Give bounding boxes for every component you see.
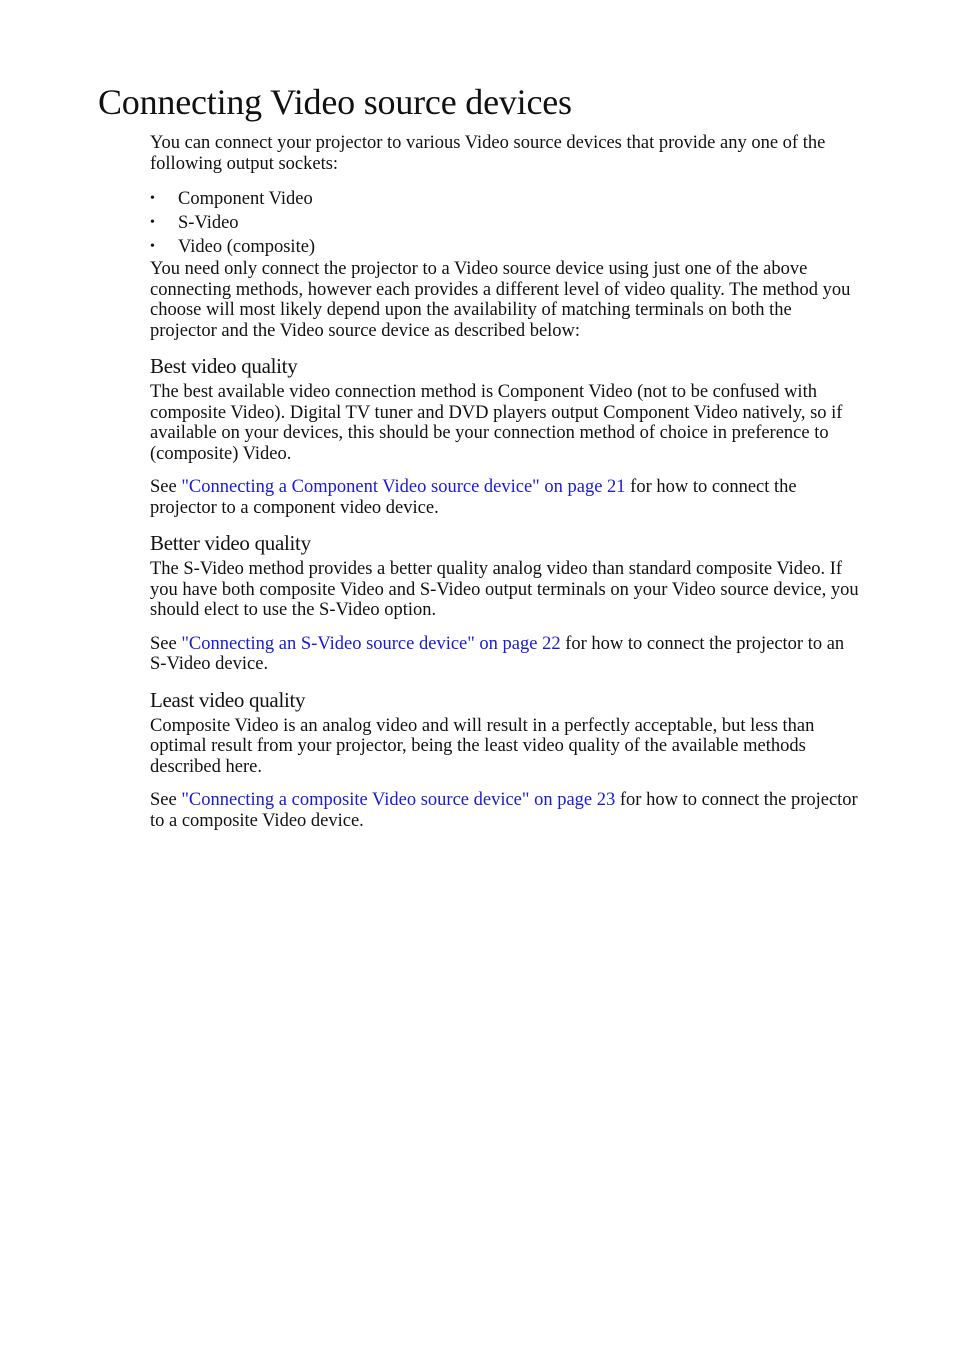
bullet-icon: • <box>150 215 155 230</box>
list-item-label: Component Video <box>178 189 313 209</box>
bullet-icon: • <box>150 191 155 206</box>
link-component-video[interactable]: "Connecting a Component Video source device" on page 21 <box>181 477 626 497</box>
section-heading-least: Least video quality <box>150 687 306 712</box>
see-reference-better <box>150 634 862 675</box>
list-item <box>150 235 862 259</box>
section-heading-best: Best video quality <box>150 354 298 378</box>
intro-paragraph: You can connect your projector to various Video source devices that provide any one of the following output sockets: <box>150 133 826 174</box>
section-heading-better: Better video quality <box>150 531 311 555</box>
section-body-least: Composite Video is an analog video and will result in a perfectly acceptable, but less than optimal result from your projector, being the least video quality of the available methods described here. <box>150 715 815 777</box>
bullet-icon: • <box>150 239 155 254</box>
section-body-better: The S-Video method provides a better quality analog video than standard composite Video. If you have both composite Video and S-Video output terminals on your Video source device, you should elect to use the S-Video option. <box>150 559 859 620</box>
list-item-label: S-Video <box>178 213 239 233</box>
see-prefix: See <box>150 633 182 654</box>
list-item <box>150 211 862 235</box>
explanation-paragraph: You need only connect the projector to a Video source device using just one of the above connecting methods, however each provides a different level of video quality. The method you choose will most likely depend upon the availability of matching terminals on both the projector and the Video source device as described below: <box>150 259 851 341</box>
see-suffix: for how to connect the projector to an S-Video device. <box>150 633 845 674</box>
output-socket-list <box>150 187 862 259</box>
see-prefix: See <box>150 477 182 497</box>
list-item <box>150 187 862 211</box>
see-reference-best <box>150 477 862 518</box>
see-suffix: for how to connect the projector to a component video device. <box>150 477 797 518</box>
content-body <box>150 133 862 831</box>
list-item-label: Video (composite) <box>178 237 316 257</box>
section-body-best: The best available video connection method is Component Video (not to be confused with composite Video). Digital TV tuner and DVD players output Component Video natively, so if available on your devices, this should be your connection method of choice in preference to (composite) Video. <box>150 382 843 464</box>
see-reference-least <box>150 790 862 831</box>
see-suffix: for how to connect the projector to a composite Video device. <box>150 790 858 831</box>
see-prefix: See <box>150 790 182 810</box>
link-s-video[interactable]: "Connecting an S-Video source device" on page 22 <box>181 633 561 654</box>
page-title: Connecting Video source devices <box>98 82 572 122</box>
link-composite-video[interactable]: "Connecting a composite Video source device" on page 23 <box>181 790 616 810</box>
